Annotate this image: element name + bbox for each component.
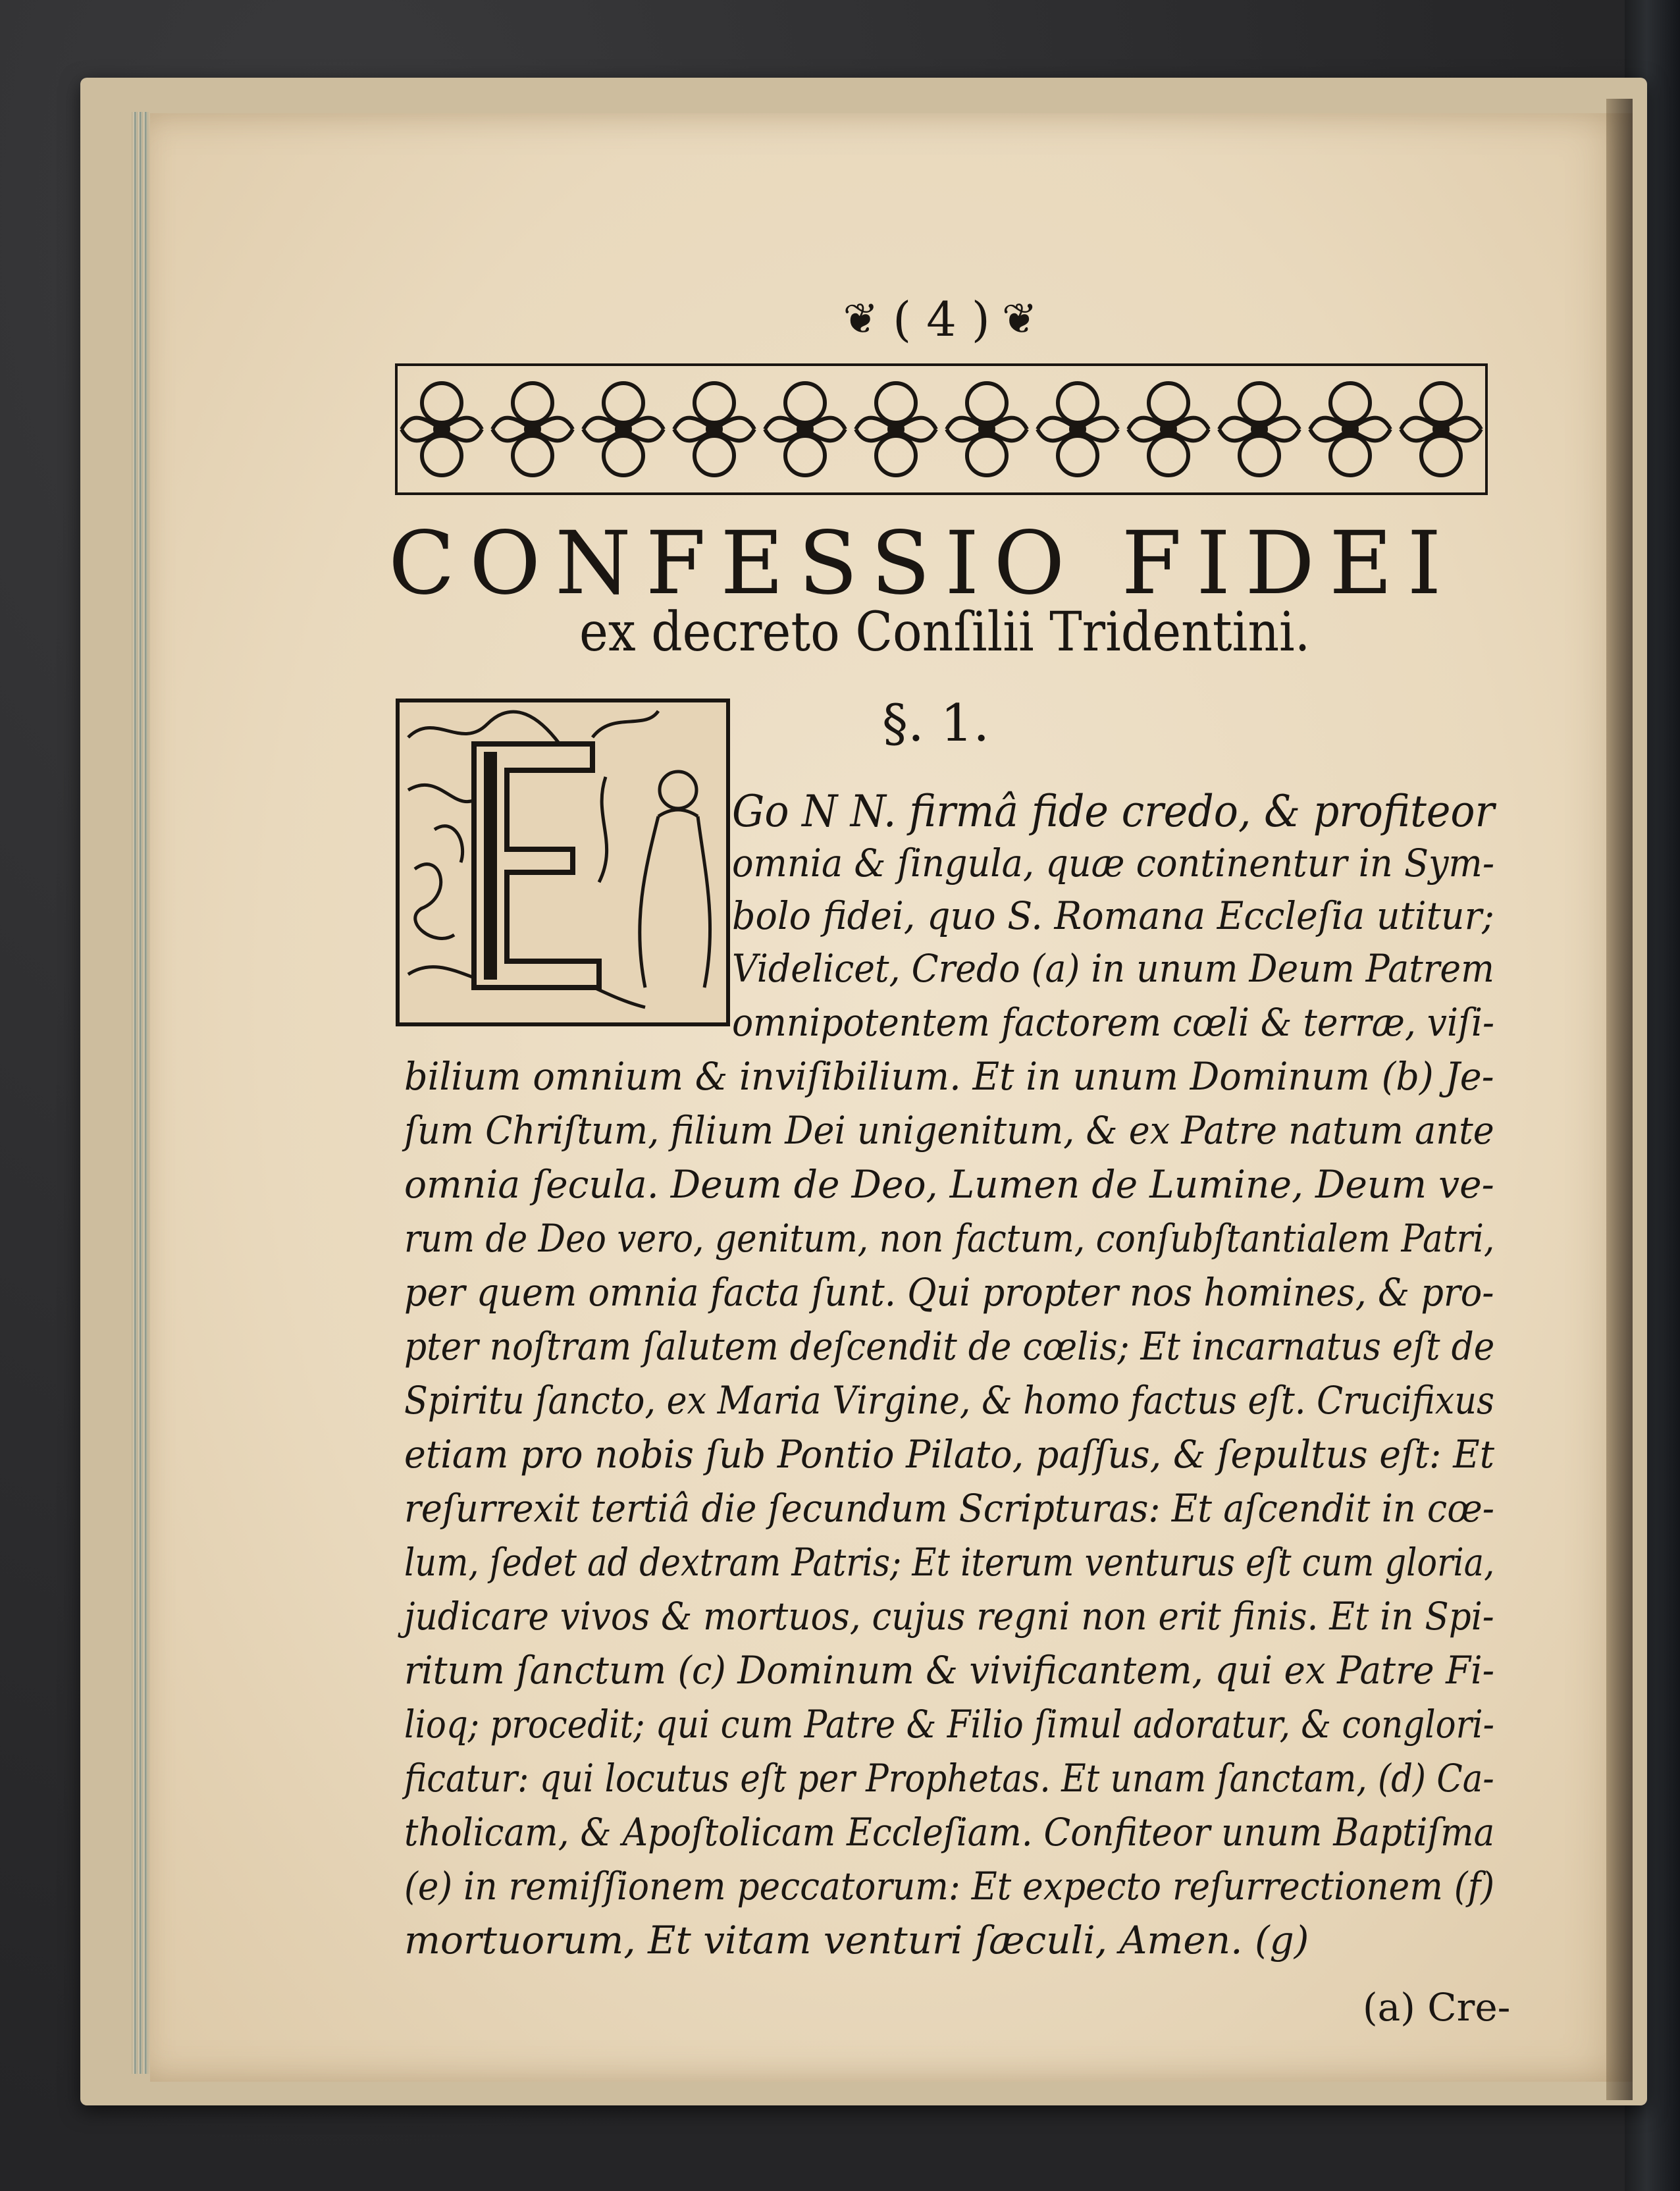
headpiece-unit [402,383,482,475]
text-line: ritum ſanctum (c) Dominum & vivificantem, qui ex Patre Fi- [404,1648,1495,1693]
headpiece-unit [583,383,664,475]
text-line: pter noſtram ſalutem deſcendit de cœlis; Et incarnatus eſt de [404,1324,1495,1369]
catchword: (a) Cre- [1363,1985,1511,2030]
text-line: judicare vivos & mortuos, cujus regni non erit finis. Et in Spi- [404,1594,1494,1639]
text-line: lioq; procedit; qui cum Patre & Filio ſimul adoratur, & conglori- [404,1702,1494,1747]
headpiece-unit [1128,383,1209,475]
headpiece-unit [947,383,1027,475]
headpiece-unit [1401,383,1481,475]
subtitle: ex decreto Conſilii Tridentini. [579,601,1311,664]
section-mark: §. 1. [882,694,990,753]
text-line: tholicam, & Apoſtolicam Eccleſiam. Confiteor unum Baptiſma [404,1810,1495,1855]
text-line: Spiritu ſancto, ex Maria Virgine, & homo factus eſt. Crucifixus [404,1378,1494,1423]
page-edges [132,112,149,2074]
headpiece-unit [1310,383,1390,475]
headpiece-unit [1219,383,1299,475]
text-line: Videlicet, Credo (a) in unum Deum Patrem [732,946,1494,991]
ornament-right-icon: ❦ [1001,295,1040,344]
page-header [790,283,1093,356]
headpiece-ornament [395,363,1488,495]
text-line: lum, ſedet ad dextram Patris; Et iterum venturus eſt cum gloria, [404,1540,1495,1585]
text-line: bolo fidei, quo S. Romana Eccleſia utitur; [732,893,1494,938]
text-line: mortuorum, Et vitam venturi ſæculi, Amen. (g) [404,1918,1309,1963]
text-line: omnia & ſingula, quæ continentur in Sym- [732,841,1495,885]
headpiece-unit [1037,383,1118,475]
page-number: ( 4 ) [893,292,990,347]
page-gutter [1606,99,1633,2100]
text-line: ficatur: qui locutus eſt per Prophetas. Et unam ſanctam, (d) Ca- [404,1756,1494,1801]
text-line: omnipotentem factorem cœli & terræ, viſi- [732,1000,1494,1045]
headpiece-unit [856,383,936,475]
text-line: bilium omnium & inviſibilium. Et in unum Dominum (b) Je- [404,1054,1494,1099]
ornament-left-icon: ❦ [843,295,881,344]
headpiece-unit [765,383,845,475]
text-line: ſum Chriſtum, filium Dei unigenitum, & ex Patre natum ante [404,1108,1494,1153]
title: CONFESSIO FIDEI [388,513,1456,614]
text-line: rum de Deo vero, genitum, non factum, conſubſtantialem Patri, [404,1216,1495,1261]
headpiece-unit [492,383,573,475]
text-line: per quem omnia facta ſunt. Qui propter nos homines, & pro- [404,1270,1494,1315]
text-line: (e) in remiſſionem peccatorum: Et expecto reſurrectionem (f) [404,1864,1495,1909]
text-line: etiam pro nobis ſub Pontio Pilato, paſſus, & ſepultus eſt: Et [404,1432,1495,1477]
text-line: reſurrexit tertiâ die ſecundum Scripturas: Et aſcendit in cœ- [404,1486,1495,1531]
decorated-initial [395,698,731,1027]
headpiece-unit [674,383,754,475]
text-line: Go N N. firmâ fide credo, & profiteor [732,786,1495,837]
text-line: omnia ſecula. Deum de Deo, Lumen de Lumine, Deum ve- [404,1162,1494,1207]
